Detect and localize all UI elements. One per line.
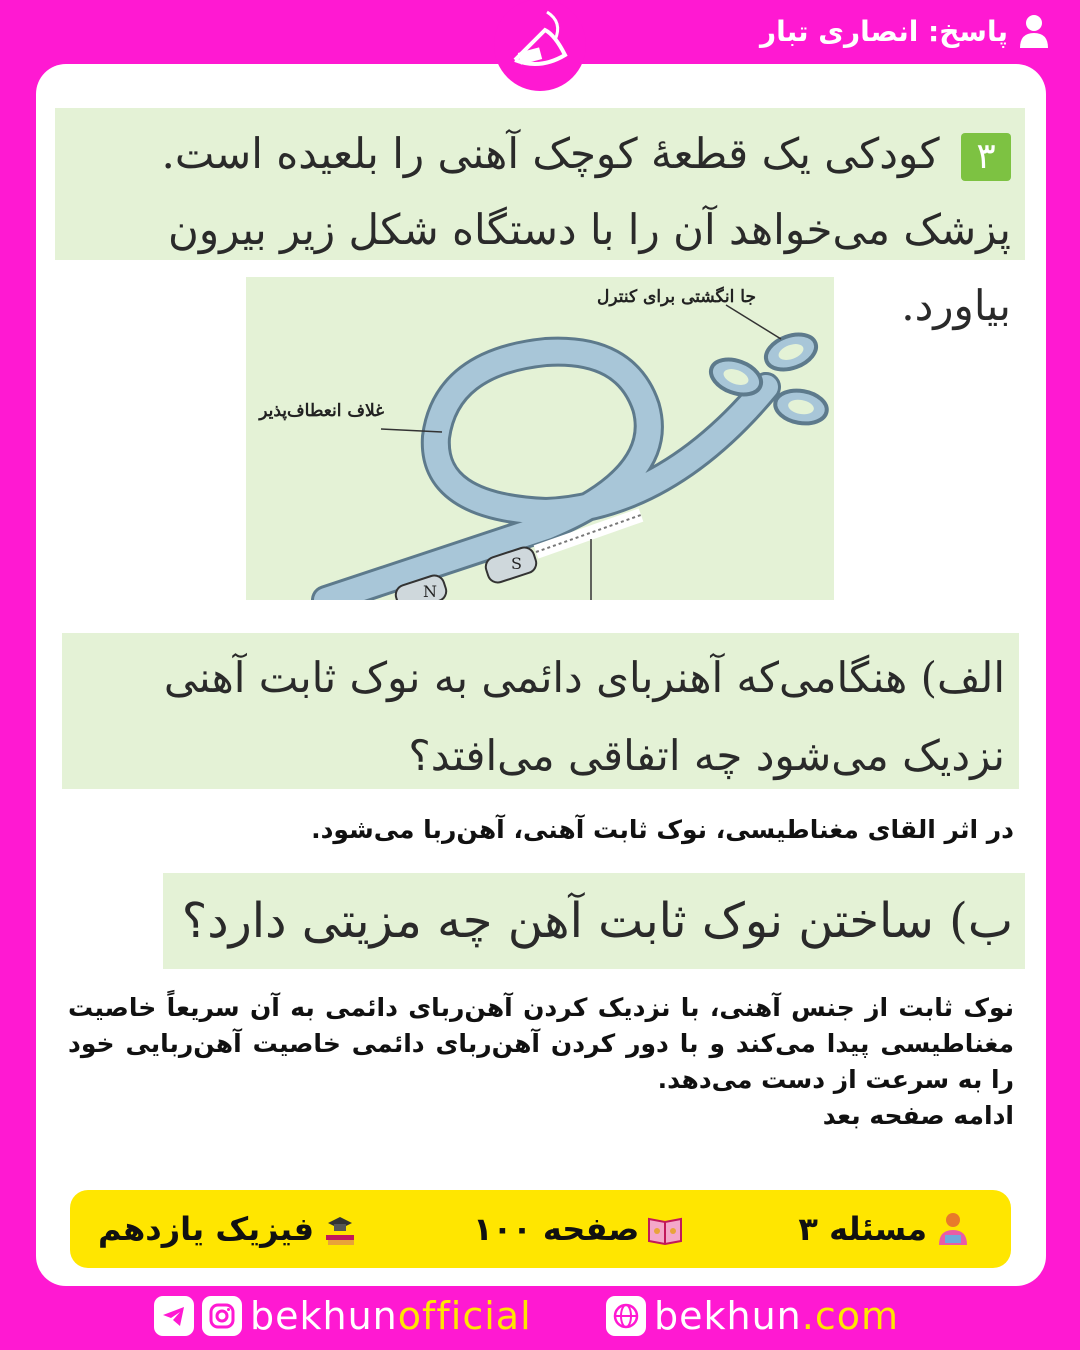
device-figure: [246, 277, 834, 600]
part-b-answer-block: [68, 990, 1014, 1134]
footer-info-bar: [70, 1190, 1011, 1268]
bekhun-logo: [485, 0, 595, 104]
part-b-question: ب) ساختن نوک ثابت آهن چه مزیتی دارد؟: [163, 873, 1025, 969]
open-book-icon: [647, 1211, 683, 1247]
part-a-question: الف) هنگامی‌که آهنربای دائمی به نوک ثابت آهنی نزدیک می‌شود چه اتفاقی می‌افتد؟: [62, 633, 1019, 789]
part-b-answer: نوک ثابت از جنس آهنی، با نزدیک کردن آهن‌ربای دائمی به آن سریعاً خاصیت مغناطیسی پیدا می‌کند و با دور کردن آهن‌ربای دائمی خاصیت آهن‌ربایی خود را به سرعت از دست می‌دهد.: [68, 993, 1014, 1094]
instagram-icon[interactable]: [202, 1296, 242, 1336]
label-control: جا انگشتی برای کنترل: [597, 287, 756, 307]
author-credit: [760, 14, 1050, 48]
graduation-books-icon: [322, 1211, 358, 1247]
footer-problem: مسئله ۳: [798, 1210, 971, 1248]
question-text: کودکی یک قطعهٔ کوچک آهنی را بلعیده است. پزشک می‌خواهد آن را با دستگاه شکل زیر بیرون بیاورد.: [161, 129, 1011, 330]
magnet-n-label: N: [423, 582, 437, 600]
user-icon: [1018, 14, 1050, 48]
telegram-icon[interactable]: [154, 1296, 194, 1336]
continued-note: ادامه صفحه بعد: [822, 1101, 1014, 1130]
magnet-s-label: S: [511, 554, 522, 573]
globe-icon[interactable]: [606, 1296, 646, 1336]
social-handle[interactable]: bekhunofficial: [154, 1294, 532, 1338]
footer-page: صفحه ۱۰۰: [473, 1210, 683, 1248]
website-link[interactable]: bekhun.com: [606, 1294, 899, 1338]
question-number: ۳: [961, 133, 1011, 181]
footer-subject: فیزیک یازدهم: [98, 1210, 358, 1248]
label-sheath: غلاف انعطاف‌پذیر: [259, 401, 384, 421]
author-text: پاسخ: انصاری تبار: [759, 14, 1008, 48]
endoscope-illustration: [246, 277, 834, 600]
part-a-answer: در اثر القای مغناطیسی، نوک ثابت آهنی، آهن‌ربا می‌شود.: [311, 815, 1014, 844]
teacher-icon: [935, 1211, 971, 1247]
